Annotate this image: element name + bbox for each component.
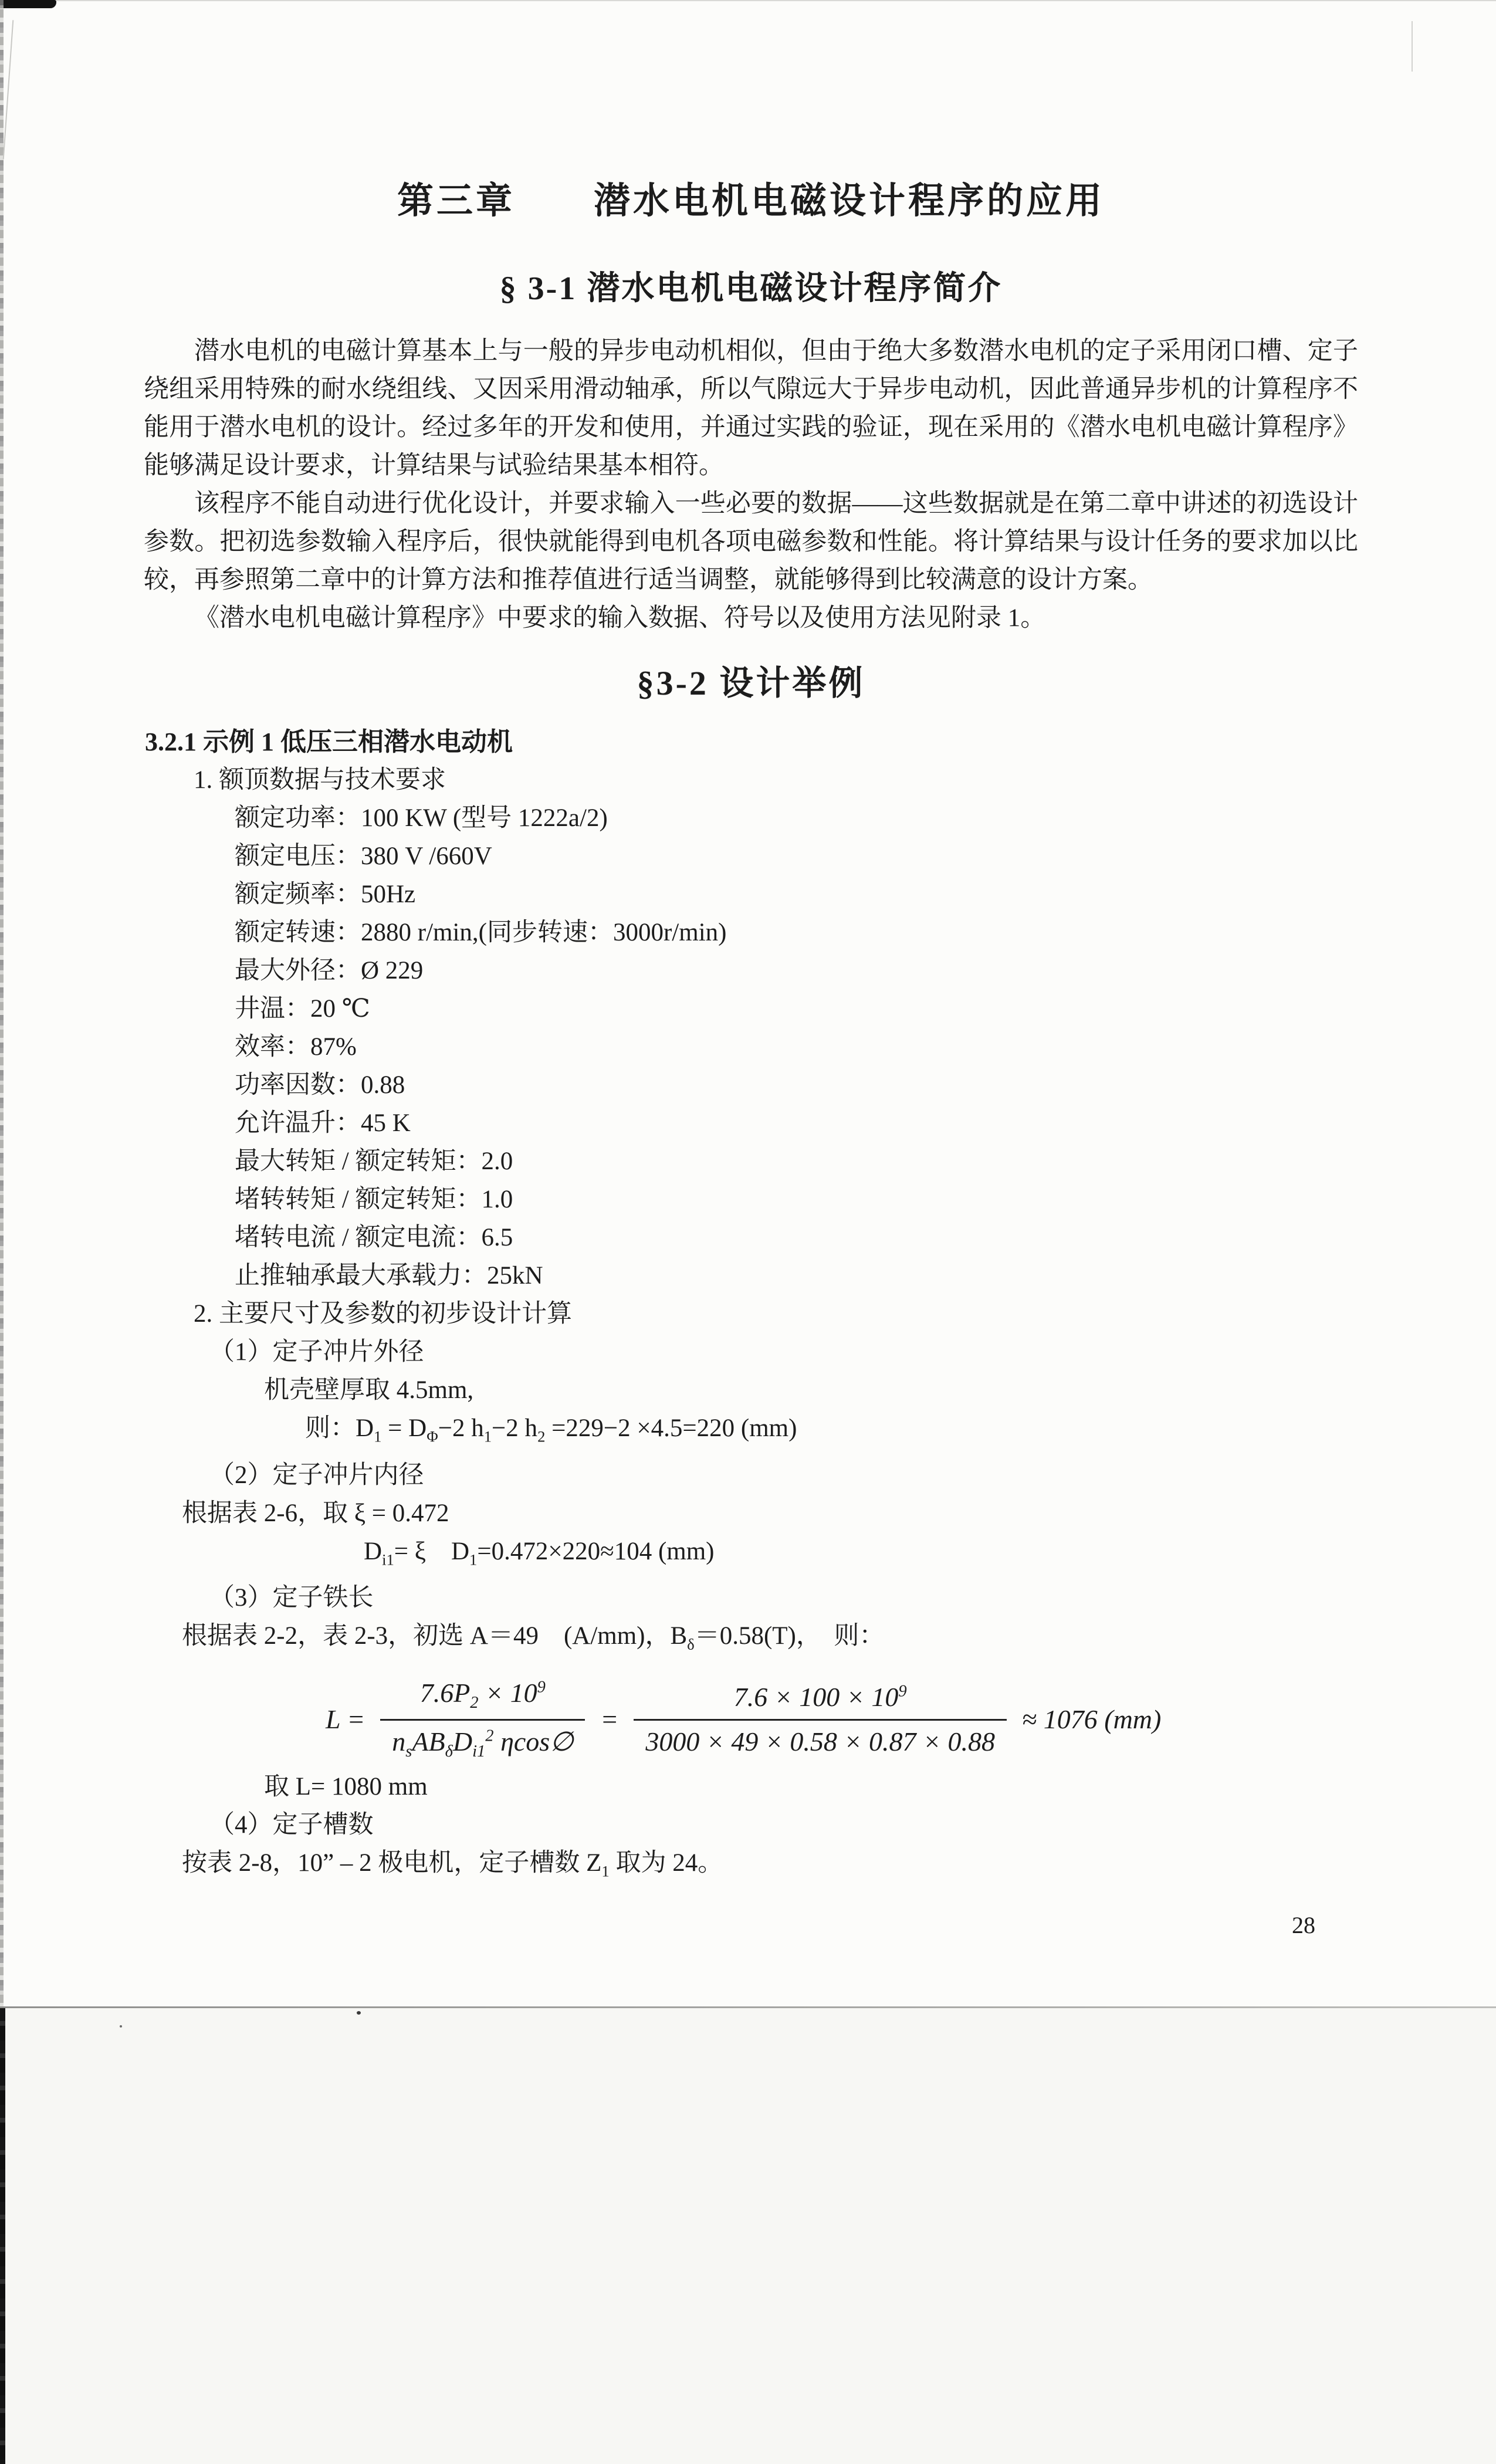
spec-line: 额定功率：100 KW (型号 1222a/2) [235,804,608,832]
step-1-heading: （1）定子冲片外径 [209,1338,424,1366]
scan-left-bar [0,2008,5,2464]
step-3-heading: （3）定子铁长 [209,1584,374,1612]
intro-paragraph: 《潜水电机电磁计算程序》中要求的输入数据、符号以及使用方法见附录 1。 [194,604,1046,632]
fraction-denominator: $n_sAB_\delta D_{i1}^2$ ηcos∅ [392,1726,574,1761]
item-2-heading: 2. 主要尺寸及参数的初步设计计算 [194,1300,572,1328]
formula-equals: = [600,1704,619,1734]
step-3-result: 取 L= 1080 mm [264,1772,428,1800]
step-4-heading: （4）定子槽数 [209,1810,374,1839]
page-bottom-edge [0,2006,1496,2008]
fraction-denominator: 3000 × 49 × 0.58 × 0.87 × 0.88 [645,1726,995,1756]
item-1-heading: 1. 额顶数据与技术要求 [194,766,446,794]
scanner-backing [0,2008,1496,2464]
spec-line: 最大外径：Ø 229 [235,957,424,984]
fraction-numerator: $7.6P_2 \times 10^9$ [380,1678,585,1721]
spec-line: 额定电压：380 V /660V [235,842,492,870]
spec-line: 功率因数：0.88 [235,1071,405,1099]
spec-line: 止推轴承最大承载力：25kN [235,1262,543,1289]
formula-fraction-numeric [634,1682,1007,1758]
step-4-text: 按表 2-8，10” – 2 极电机，定子槽数 $Z_1$ 取为 24。 [182,1849,723,1880]
scan-speck [120,2025,122,2028]
stator-length-formula [326,1678,1358,1762]
section-3-1-title: § 3-1 潜水电机电磁设计程序简介 [499,270,1003,307]
fraction-numerator: $7.6 \times 100 \times 10^9$ [634,1682,1007,1721]
spec-line: 额定频率：50Hz [235,881,416,908]
spec-line: 堵转电流 / 额定电流：6.5 [235,1224,513,1251]
intro-paragraph: 该程序不能自动进行优化设计，并要求输入一些必要的数据——这些数据就是在第二章中讲述的初选设计参数。把初选参数输入程序后，很快就能得到电机各项电磁参数和性能。将计算结果与设计任务的要求加以比较，再参照第二章中的计算方法和推荐值进行适当调整，就能够得到比较满意的设计方案。 [144,490,1358,594]
intro-paragraph: 潜水电机的电磁计算基本上与一般的异步电动机相似，但由于绝大多数潜水电机的定子采用闭口槽、定子绕组采用特殊的耐水绕组线、又因采用滑动轴承，所以气隙远大于异步电动机，因此普通异步机的计算程序不能用于潜水电机的设计。经过多年的开发和使用，并通过实践的验证，现在采用的《潜水电机电磁计算程序》能够满足设计要求，计算结果与试验结果基本相符。 [144,337,1358,479]
formula-result: ≈ 1076 (mm) [1022,1704,1162,1734]
section-3-2-title: §3-2 设计举例 [637,664,865,702]
spec-line: 堵转转矩 / 额定转矩：1.0 [235,1186,513,1213]
scan-speck [1412,21,1413,72]
spec-line: 额定转速：2880 r/min,(同步转速：3000r/min) [235,919,727,946]
step-3-text: 根据表 2-2，表 2-3，初选 A＝49 (A/mm)，$B_\delta=0.58(T)$， 则： [182,1622,885,1653]
scan-speck [357,2011,361,2015]
step-1-formula: 则：$D_1 = D_\Phi-2$ $h_1-2$ $h_2 =229-2 \times 4.5=220$ (mm) [305,1414,797,1446]
spec-line: 允许温升：45 K [235,1109,411,1137]
chapter-title: 第三章 潜水电机电磁设计程序的应用 [397,181,1105,221]
step-1-text: 机壳壁厚取 4.5mm, [264,1376,474,1404]
formula-fraction-symbolic [380,1678,585,1762]
step-2-text: 根据表 2-6，取 ξ = 0.472 [182,1499,449,1527]
page-number: 28 [1292,1912,1315,1938]
spec-line: 效率：87% [235,1033,357,1061]
step-2-heading: （2）定子冲片内径 [209,1461,424,1489]
step-2-formula: $D_{i1}= \xi$ $D_1=0.472\times 220\approx 104$ (mm) [364,1537,715,1569]
example-heading: 3.2.1 示例 1 低压三相潜水电动机 [145,727,513,756]
spec-line: 最大转矩 / 额定转矩：2.0 [235,1148,513,1175]
spec-line: 井温：20 ℃ [235,995,370,1023]
formula-lhs: L = [326,1704,365,1734]
